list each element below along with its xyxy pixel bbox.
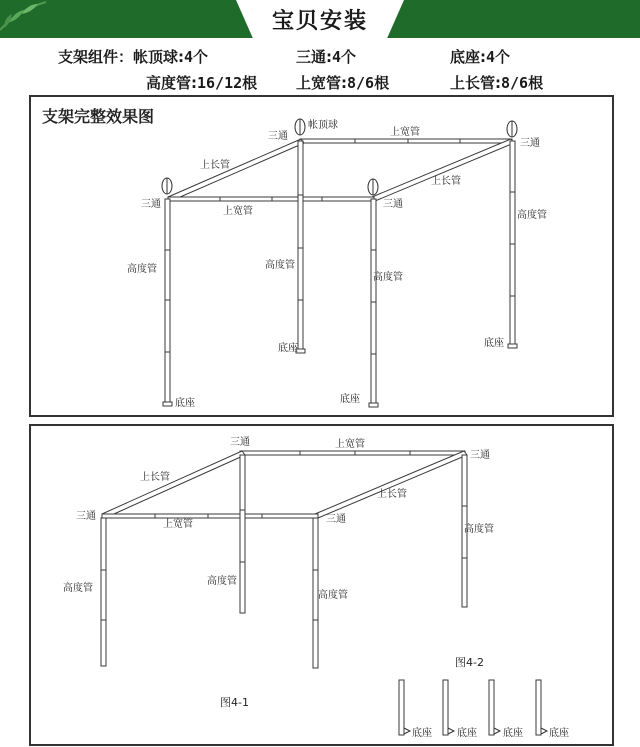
pipe-top-width xyxy=(240,451,465,455)
parts-value: 16/12根 xyxy=(197,74,258,92)
label-base-1: 底座 xyxy=(412,728,432,739)
pipe-height-back xyxy=(240,455,245,613)
parts-value: 4个 xyxy=(486,48,511,66)
pipe-left-length xyxy=(168,139,304,201)
pipe-height-back xyxy=(298,141,303,351)
pipe-front-width xyxy=(168,197,374,201)
label-right-length: 上长管 xyxy=(431,176,461,187)
label-left-length: 上长管 xyxy=(200,160,230,171)
label-base-right: 底座 xyxy=(484,338,504,349)
label-tee-right: 三通 xyxy=(520,138,540,149)
parts-label: 支架组件：帐顶球: xyxy=(58,48,184,66)
base-post-3 xyxy=(489,680,494,735)
base-post-1 xyxy=(399,680,404,735)
base-right xyxy=(508,344,517,348)
label-tee-left: 三通 xyxy=(76,511,96,522)
parts-value: 4个 xyxy=(184,48,209,66)
label-base-4: 底座 xyxy=(549,728,569,739)
label-base-front: 底座 xyxy=(340,394,360,405)
label-tee-top: 三通 xyxy=(268,131,288,142)
label-height-back: 高度管 xyxy=(265,260,295,271)
label-right-length: 上长管 xyxy=(377,489,407,500)
base-front xyxy=(369,403,378,407)
label-base-2: 底座 xyxy=(457,728,477,739)
label-height-back: 高度管 xyxy=(207,576,237,587)
label-height-front: 高度管 xyxy=(373,272,403,283)
base-left xyxy=(163,402,172,406)
parts-label: 高度管: xyxy=(146,74,197,92)
pipe-height-left xyxy=(101,518,106,666)
pipe-right-length xyxy=(372,139,514,201)
parts-label: 三通: xyxy=(296,48,332,66)
label-left-length: 上长管 xyxy=(140,472,170,483)
label-top-width: 上宽管 xyxy=(335,439,365,450)
label-front-width: 上宽管 xyxy=(223,206,253,217)
parts-label: 上宽管: xyxy=(296,74,347,92)
label-top-width: 上宽管 xyxy=(390,127,420,138)
pipe-left-length xyxy=(102,451,245,518)
page-title: 宝贝安装 xyxy=(271,9,368,34)
label-base-left: 底座 xyxy=(175,398,195,409)
label-height-left: 高度管 xyxy=(63,583,93,594)
label-base-3: 底座 xyxy=(503,728,523,739)
pipe-right-length xyxy=(315,451,467,518)
label-front-width: 上宽管 xyxy=(163,519,193,530)
panel-title: 支架完整效果图 xyxy=(42,107,155,126)
pipe-front-width xyxy=(102,514,318,518)
parts-value: 8/6根 xyxy=(501,74,544,92)
label-tee-right: 三通 xyxy=(470,450,490,461)
label-base-back: 底座 xyxy=(278,343,298,354)
label-height-left: 高度管 xyxy=(127,264,157,275)
base-post-4 xyxy=(536,680,541,735)
base-post-2 xyxy=(443,680,448,735)
label-tee-top: 三通 xyxy=(230,437,250,448)
label-finial: 帐顶球 xyxy=(308,120,338,131)
figure-caption-4-1: 图4-1 xyxy=(220,696,249,709)
pipe-top-width xyxy=(300,139,512,143)
parts-label: 上长管: xyxy=(450,74,501,92)
label-height-right: 高度管 xyxy=(517,210,547,221)
parts-label: 底座: xyxy=(450,48,486,66)
finial-ball-icon xyxy=(162,119,517,195)
label-tee-mid: 三通 xyxy=(326,514,346,525)
figure-caption-4-2: 图4-2 xyxy=(455,656,484,669)
label-tee-mid: 三通 xyxy=(383,199,403,210)
label-tee-left: 三通 xyxy=(141,199,161,210)
label-height-front: 高度管 xyxy=(318,590,348,601)
parts-value: 8/6根 xyxy=(347,74,390,92)
pipe-height-left xyxy=(165,199,170,404)
label-height-right: 高度管 xyxy=(464,524,494,535)
parts-value: 4个 xyxy=(332,48,357,66)
